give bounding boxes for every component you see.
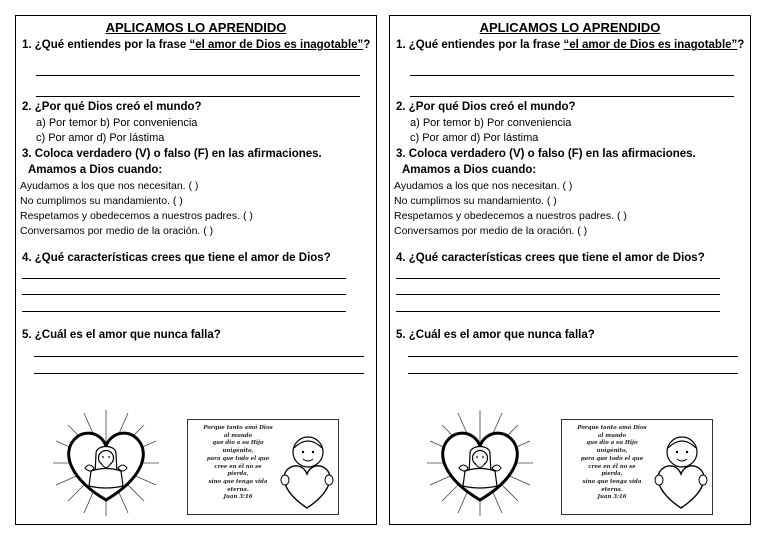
statement: Respetamos y obedecemos a nuestros padres. ( ) [394,210,627,222]
answer-line[interactable] [410,96,734,97]
child-with-heart-illustration [652,432,710,512]
statement: Ayudamos a los que nos necesitan. ( ) [20,180,199,192]
verse-line: unigénito, [596,448,628,455]
verse-line: para que todo el que [580,455,644,462]
statement: Conversamos por medio de la oración. ( ) [20,225,214,237]
verse-card [187,419,339,515]
answer-line[interactable] [34,356,364,357]
verse-line: pierda, [601,471,623,478]
verse-line: pierda, [227,471,249,478]
verse-citation: Juan 3:16 [223,494,253,501]
jesus-heart-illustration [425,408,535,518]
verse-line: sino que tenga vida [582,478,642,485]
child-with-heart-illustration [278,432,336,512]
verse-line: sino que tenga vida [208,478,268,485]
statement: No cumplimos su mandamiento. ( ) [20,195,183,207]
jesus-heart-illustration [51,408,161,518]
verse-line: al mundo [223,432,253,439]
worksheet-right [389,15,751,525]
statement: Respetamos y obedecemos a nuestros padres. ( ) [20,210,253,222]
verse-line: al mundo [597,432,627,439]
verse-line: cree en él no se [588,463,636,470]
statement: Conversamos por medio de la oración. ( ) [394,225,588,237]
question-1-phrase: “el amor de Dios es inagotable” [563,39,738,51]
question-1-text: 1. ¿Qué entiendes por la frase [396,39,564,51]
verse-card [561,419,713,515]
answer-line[interactable] [34,373,364,374]
question-3: 3. Coloca verdadero (V) o falso (F) en las afirmaciones. [22,148,322,160]
statement: Ayudamos a los que nos necesitan. ( ) [394,180,573,192]
answer-line[interactable] [396,311,720,312]
question-2-option-row: c) Por amor d) Por lástima [410,132,539,144]
answer-line[interactable] [36,75,360,76]
answer-line[interactable] [410,75,734,76]
verse-line: Porque tanto amó Dios [203,425,273,431]
answer-line[interactable] [408,356,738,357]
question-4: 4. ¿Qué características crees que tiene el amor de Dios? [22,252,331,264]
answer-line[interactable] [396,294,720,295]
question-3: 3. Coloca verdadero (V) o falso (F) en las afirmaciones. [396,148,696,160]
verse-line: que dio a su Hijo [586,440,638,447]
question-2-option-row: a) Por temor b) Por conveniencia [36,117,198,129]
question-2: 2. ¿Por qué Dios creó el mundo? [396,101,576,113]
question-3-subheading: Amamos a Dios cuando: [28,164,163,176]
verse-citation: Juan 3:16 [597,494,627,501]
verse-line: Porque tanto amó Dios [577,425,647,431]
question-1-phrase: “el amor de Dios es inagotable” [189,39,364,51]
question-1-text: 1. ¿Qué entiendes por la frase [22,39,190,51]
verse-text [194,425,282,502]
question-1 [396,39,744,51]
question-1-suffix: ? [363,39,371,51]
answer-line[interactable] [396,278,720,279]
verse-line: eterna. [227,486,249,493]
question-2-option-row: a) Por temor b) Por conveniencia [410,117,572,129]
worksheet-left [15,15,377,525]
answer-line[interactable] [36,96,360,97]
verse-line: cree en él no se [214,463,262,470]
answer-line[interactable] [22,278,346,279]
question-5: 5. ¿Cuál es el amor que nunca falla? [396,329,595,341]
worksheet-title: APLICAMOS LO APRENDIDO [479,20,661,35]
answer-line[interactable] [408,373,738,374]
question-1 [22,39,370,51]
question-3-subheading: Amamos a Dios cuando: [402,164,537,176]
question-4: 4. ¿Qué características crees que tiene el amor de Dios? [396,252,705,264]
statement: No cumplimos su mandamiento. ( ) [394,195,557,207]
verse-line: que dio a su Hijo [212,440,264,447]
worksheet-title: APLICAMOS LO APRENDIDO [105,20,287,35]
question-2-option-row: c) Por amor d) Por lástima [36,132,165,144]
verse-line: eterna. [601,486,623,493]
answer-line[interactable] [22,294,346,295]
verse-line: para que todo el que [206,455,270,462]
question-5: 5. ¿Cuál es el amor que nunca falla? [22,329,221,341]
answer-line[interactable] [22,311,346,312]
question-1-suffix: ? [737,39,745,51]
verse-text [568,425,656,502]
question-2: 2. ¿Por qué Dios creó el mundo? [22,101,202,113]
verse-line: unigénito, [222,448,254,455]
